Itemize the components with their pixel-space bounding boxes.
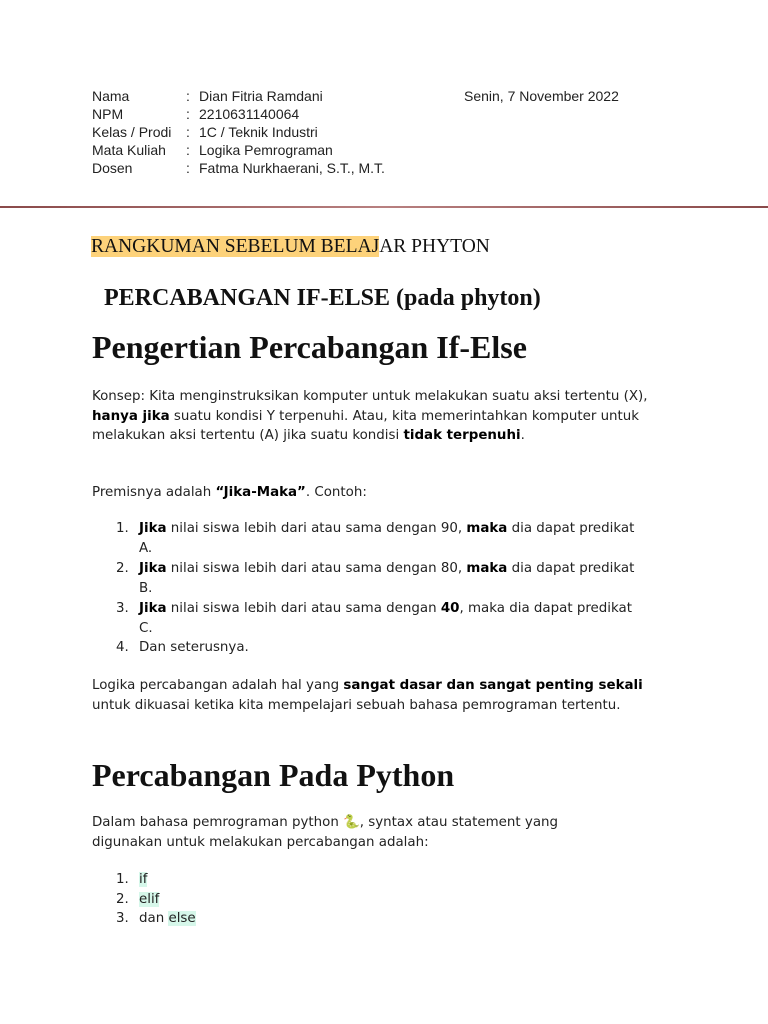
list-item: 4. Dan seterusnya. [116,640,249,655]
python-intro-paragraph: Dalam bahasa pemrograman python 🐍, syntax atau statement yang digunakan untuk melakukan percabangan adalah: [92,815,559,850]
info-label: Nama [92,88,130,104]
section-heading: Pengertian Percabangan If-Else [92,329,527,365]
info-separator: : [186,142,190,158]
code-keyword: if [139,872,148,887]
document-title [91,234,490,259]
info-separator: : [186,106,190,122]
info-value: 1C / Teknik Industri [199,124,318,140]
info-value: Dian Fitria Ramdani [199,88,323,104]
list-item: 2. Jika nilai siswa lebih dari atau sama dengan 80, maka dia dapat predikat B. [116,561,635,596]
title-rest: AR PHYTON [379,236,490,257]
subtitle: PERCABANGAN IF-ELSE (pada phyton) [104,285,541,311]
info-label: NPM [92,106,124,122]
info-label: Dosen [92,160,133,176]
info-separator: : [186,160,190,176]
title-highlighted: RANGKUMAN SEBELUM BELAJ [91,236,380,257]
info-value: 2210631140064 [199,106,300,122]
info-separator: : [186,88,190,104]
keyword-list-item: 3. dan else [116,911,196,926]
date: Senin, 7 November 2022 [464,88,619,104]
section-heading-python: Percabangan Pada Python [92,757,455,793]
logic-paragraph: Logika percabangan adalah hal yang sangat dasar dan sangat penting sekali untuk dikuasai ketika kita mempelajari sebuah bahasa pemrograman tertentu. [92,678,643,713]
list-item: 3. Jika nilai siswa lebih dari atau sama dengan 40, maka dia dapat predikat C. [116,601,632,636]
info-label: Mata Kuliah [92,142,166,158]
keyword-list-item: 2. elif [116,892,160,907]
info-value: Logika Pemrograman [199,142,333,158]
info-separator: : [186,124,190,140]
code-keyword: elif [139,892,160,907]
premise-paragraph: Premisnya adalah “Jika-Maka”. Contoh: [92,485,367,500]
code-keyword: else [168,911,196,926]
concept-paragraph: Konsep: Kita menginstruksikan komputer untuk melakukan suatu aksi tertentu (X), hanya jika suatu kondisi Y terpenuhi. Atau, kita memerintahkan komputer untuk melakukan aksi tertentu (A) jika suatu kondisi tidak terpenuhi. [92,389,648,444]
keyword-list-item: 1. if [116,872,148,887]
list-item: 1. Jika nilai siswa lebih dari atau sama dengan 90, maka dia dapat predikat A. [116,521,635,556]
header-divider [0,206,768,208]
info-value: Fatma Nurkhaerani, S.T., M.T. [199,160,385,176]
snake-icon: 🐍 [343,815,360,830]
info-label: Kelas / Prodi [92,124,172,140]
